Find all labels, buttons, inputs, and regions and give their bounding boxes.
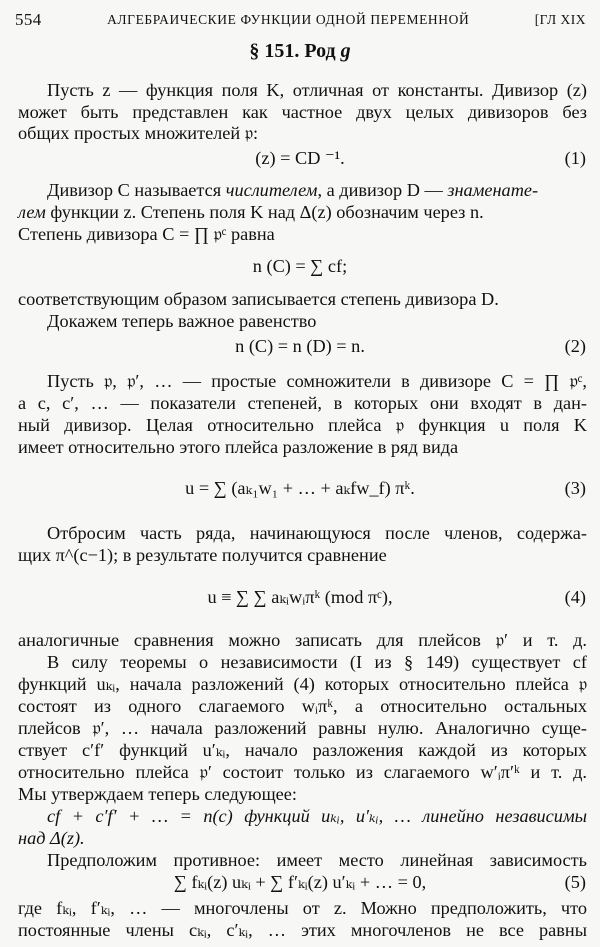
text-line: где fₖᵢ, f′ₖᵢ, … — многочлены от z. Можно предположить, что — [18, 898, 587, 918]
text-line: постоянные члены cₖᵢ, c′ₖᵢ, … этих многочленов не все равны — [18, 920, 587, 940]
text-line: Степень дивизора C = ∏ 𝔭ᶜ равна — [18, 224, 275, 244]
equation-4: u ≡ ∑ ∑ aₖᵢwᵢπᵏ (mod πᶜ), — [207, 587, 393, 607]
text-line: а c, c′, … — показатели степеней, в которых они входят в дан- — [18, 393, 587, 413]
text-line: соответствующим образом записывается степень дивизора D. — [18, 289, 499, 309]
equation-3: u = ∑ (aₖ₁w₁ + … + aₖfw_f) πᵏ. — [185, 478, 415, 498]
equation-2: n (C) = n (D) = n. — [235, 336, 365, 356]
text-line: может быть представлен как частное двух целых дивизоров без — [18, 102, 587, 122]
equation-number: (3) — [564, 478, 586, 498]
section-number-title: § 151. Род — [249, 40, 336, 62]
running-header — [15, 8, 586, 32]
text-line: Предположим противное: имеет место линейная зависимость — [47, 850, 587, 870]
equation-5: ∑ fₖᵢ(z) uₖᵢ + ∑ f′ₖᵢ(z) u′ₖᵢ + … = 0, — [173, 872, 427, 892]
text-line: относительно плейса 𝔭′ состоит только из слагаемого w′ᵢπ′ᵏ и т. д. — [18, 762, 587, 782]
chapter-label: [ГЛ XIX — [534, 12, 586, 28]
text-line: Пусть 𝔭, 𝔭′, … — простые сомножители в дивизоре C = ∏ 𝔭ᶜ, — [47, 371, 587, 391]
text-line: Отбросим часть ряда, начинающуюся после членов, содержа- — [47, 523, 587, 543]
equation-degree: n (C) = ∑ cf; — [252, 256, 348, 276]
text-line: плейсов 𝔭′, … начала разложений равны нулю. Аналогично суще- — [18, 718, 587, 738]
text-line: Пусть z — функция поля K, отличная от константы. Дивизор (z) — [47, 80, 587, 100]
text-line: В силу теоремы о независимости (I из § 149) существует cf — [47, 652, 587, 672]
section-symbol: g — [340, 40, 351, 62]
text-line: аналогичные сравнения можно записать для плейсов 𝔭′ и т. д. — [18, 630, 587, 650]
text-line: ный дивизор. Целая относительно плейса 𝔭 функция u поля K — [18, 415, 587, 435]
text-line: функций uₖᵢ, начала разложений (4) которых относительно плейса 𝔭 — [18, 674, 587, 694]
text-line: имеет относительно этого плейса разложение в ряд вида — [18, 437, 459, 457]
text-line: Докажем теперь важное равенство — [47, 311, 317, 331]
running-title: АЛГЕБРАИЧЕСКИЕ ФУНКЦИИ ОДНОЙ ПЕРЕМЕННОЙ — [107, 12, 470, 28]
text-line: Мы утверждаем теперь следующее: — [18, 784, 297, 804]
text-line: состоят из одного слагаемого wᵢπᵏ, а относительно остальных — [18, 696, 587, 716]
text-line: cf + c′f′ + … = n(c) функций uₖᵢ, u′ₖᵢ, … линейно независимы — [47, 806, 587, 826]
equation-number: (4) — [564, 587, 586, 607]
text-line: ствует c′f′ функций u′ₖᵢ, начало разложения каждой из которых — [18, 740, 587, 760]
text-line: лем функции z. Степень поля K над Δ(z) обозначим через n. — [18, 202, 484, 222]
text-line: Дивизор C называется числителем, а дивизор D — знаменате- — [47, 180, 539, 200]
text-line: щих π^(c−1); в результате получится сравнение — [18, 545, 387, 565]
text-line: над Δ(z). — [18, 828, 85, 848]
equation-1: (z) = CD ⁻¹. — [255, 148, 345, 168]
text-line: общих простых множителей 𝔭: — [18, 123, 259, 143]
section-heading — [0, 40, 600, 64]
equation-number: (1) — [564, 148, 586, 168]
equation-number: (5) — [564, 872, 586, 892]
page-number: 554 — [15, 9, 42, 29]
equation-number: (2) — [564, 336, 586, 356]
